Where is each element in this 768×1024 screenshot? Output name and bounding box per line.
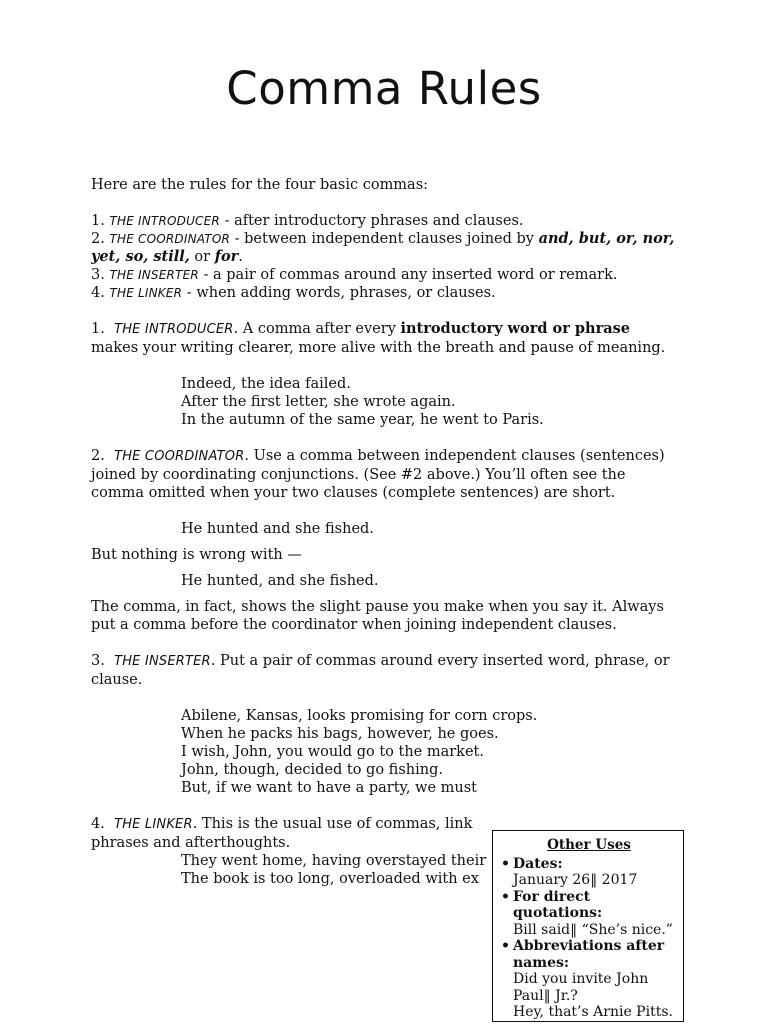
example-line: In the autumn of the same year, he went to Paris. — [181, 412, 544, 428]
example-line: John, though, decided to go fishing. — [181, 762, 443, 778]
section-number: 3. — [91, 653, 105, 669]
example-line: He hunted, and she fished. — [181, 573, 379, 589]
section-inserter — [91, 652, 681, 797]
section-number: 2. — [91, 448, 105, 464]
sidebar-item-quotations — [501, 889, 677, 939]
rule-for-word: for — [214, 248, 239, 265]
rule-number: 3. — [91, 267, 105, 283]
rule-item-coordinator — [91, 230, 681, 266]
sidebar-example: Did you invite John Paul‖ Jr.? — [513, 971, 649, 1004]
example-block — [91, 520, 681, 538]
sidebar-example: Bill said‖ “She’s nice.” — [513, 921, 673, 938]
page-title: Comma Rules — [226, 62, 542, 115]
sidebar-term: Abbreviations after names: — [513, 938, 665, 971]
section-rest: makes your writing clearer, more alive with the breath and pause of meaning. — [91, 340, 666, 356]
sidebar-example: Hey, that’s Arnie Pitts. — [513, 1004, 673, 1020]
rule-item-introducer — [91, 212, 681, 230]
bullet-icon: • — [501, 855, 510, 872]
rule-or-word: or — [189, 249, 215, 265]
rule-name: THE LINKER — [109, 286, 183, 300]
bullet-icon: • — [501, 938, 510, 954]
rule-description: - a pair of commas around any inserted word or remark. — [198, 267, 618, 283]
intro-text: Here are the rules for the four basic commas: — [91, 177, 429, 193]
section-linker-text-continued: phrases and afterthoughts. — [91, 835, 291, 851]
section-heading: THE COORDINATOR — [114, 449, 245, 464]
rule-description: - between independent clauses joined by — [230, 231, 539, 247]
sidebar-title: Other Uses — [547, 837, 631, 853]
example-line: Abilene, Kansas, looks promising for corn crops. — [181, 708, 538, 724]
rules-list — [91, 212, 681, 302]
example-line: They went home, having overstayed their — [181, 853, 487, 869]
sidebar-term: Dates: — [513, 855, 563, 872]
rule-name: THE INSERTER — [109, 268, 199, 282]
example-block — [91, 572, 681, 590]
section-coordinator — [91, 447, 681, 634]
but-line: But nothing is wrong with — — [91, 547, 302, 563]
section-number: 4. — [91, 816, 105, 832]
rule-item-inserter — [91, 266, 681, 284]
rule-item-linker — [91, 284, 681, 302]
rule-name: THE COORDINATOR — [109, 232, 231, 246]
example-line: I wish, John, you would go to the market. — [181, 744, 484, 760]
closing-text: The comma, in fact, shows the slight pause you make when you say it. Always put a comma before the coordinator when joining independent clauses. — [91, 599, 664, 633]
example-line: He hunted and she fished. — [181, 521, 374, 537]
section-introducer — [91, 320, 681, 429]
sidebar-term: For direct quotations: — [513, 888, 603, 921]
section-inserter-text — [91, 652, 681, 689]
example-line: The book is too long, overloaded with ex — [181, 871, 479, 887]
rule-conjunctions: and, but, or, nor, yet, so, still, — [91, 230, 675, 265]
rule-number: 2. — [91, 231, 105, 247]
example-line: After the first letter, she wrote again. — [181, 394, 456, 410]
section-text: . Put a pair of commas around every inserted word, phrase, or clause. — [91, 653, 670, 688]
section-lead: . A comma after every — [233, 321, 401, 337]
example-block — [91, 375, 681, 429]
bullet-icon: • — [501, 888, 510, 905]
other-uses-sidebar — [492, 830, 684, 1022]
rule-number: 4. — [91, 285, 105, 301]
section-text: . Use a comma between independent clauses (sentences) joined by coordinating conjunctions. (See #2 above.) You’ll often see the comma omitted when your two clauses (complete sentences) are short. — [91, 448, 665, 501]
section-coordinator-text — [91, 447, 681, 502]
sidebar-list — [501, 856, 677, 1021]
section-heading: THE INSERTER — [114, 654, 211, 669]
example-line: When he packs his bags, however, he goes. — [181, 726, 499, 742]
section-text: . This is the usual use of commas, link — [192, 816, 473, 832]
rule-description: - after introductory phrases and clauses. — [219, 213, 524, 229]
example-line: But, if we want to have a party, we must — [181, 780, 477, 796]
example-block — [91, 707, 681, 797]
rule-description: - when adding words, phrases, or clauses. — [182, 285, 496, 301]
rule-period: . — [238, 249, 243, 265]
example-line: Indeed, the idea failed. — [181, 376, 351, 392]
sidebar-item-abbreviations — [501, 938, 677, 1021]
sidebar-example: January 26‖ 2017 — [513, 872, 638, 888]
rule-number: 1. — [91, 213, 105, 229]
rule-name: THE INTRODUCER — [109, 214, 220, 228]
section-bold-phrase: introductory word or phrase — [400, 320, 630, 337]
section-introducer-text — [91, 320, 681, 357]
section-heading: THE INTRODUCER — [114, 322, 234, 337]
sidebar-item-dates — [501, 856, 677, 889]
section-number: 1. — [91, 321, 105, 337]
section-heading: THE LINKER — [114, 817, 193, 832]
document-body — [91, 176, 681, 888]
